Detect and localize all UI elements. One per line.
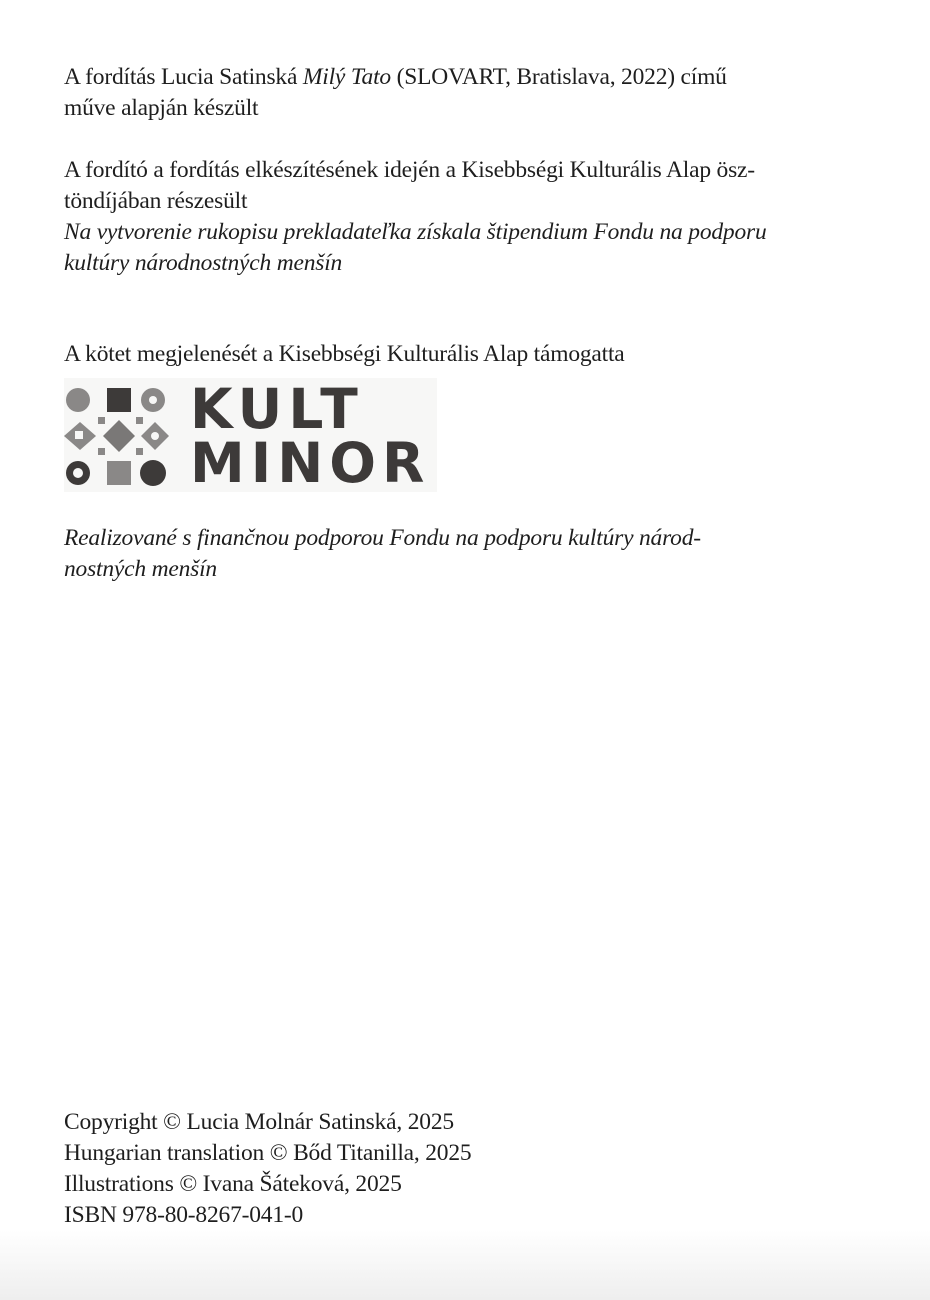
logo-word-kult: KULT: [190, 377, 364, 441]
copyright-line: Copyright © Lucia Molnár Satinská, 2025: [64, 1109, 454, 1135]
illustrations-copyright-line: Illustrations © Ivana Šáteková, 2025: [64, 1171, 402, 1197]
logo-word-minor: MINOR: [190, 431, 431, 495]
isbn-line: ISBN 978-80-8267-041-0: [64, 1202, 304, 1228]
original-title: Milý Tato: [302, 64, 391, 90]
grant-sk-line-2: kultúry národnostných menšín: [64, 250, 343, 276]
support-sk-line-2: nostných menšín: [64, 556, 217, 582]
logo-circle-shape: [140, 460, 166, 486]
publication-support-note: [64, 339, 844, 370]
grant-hu-line-1: A fordító a fordítás elkészítésének idején a Kisebbségi Kulturális Alap ösz-: [64, 157, 755, 183]
logo-circle-shape: [66, 388, 90, 412]
translation-source-line-1: [64, 62, 844, 93]
logo-diamond-shape: [103, 420, 135, 452]
page-bottom-shadow: [0, 1230, 930, 1300]
logo-small-square-shape: [136, 417, 143, 424]
logo-small-square-shape: [136, 448, 143, 455]
logo-square-shape: [107, 461, 131, 485]
rights-notice: [64, 1107, 844, 1231]
financial-support-note: [64, 523, 844, 585]
grant-sk-line-1: Na vytvorenie rukopisu prekladateľka získala štipendium Fondu na podporu: [64, 219, 767, 245]
translation-source-line-2: műve alapján készült: [64, 95, 259, 121]
kult-minor-logo: [64, 377, 437, 495]
kult-minor-logo-mark-icon: [64, 378, 174, 492]
grant-hu-line-2: töndíjában részesült: [64, 188, 248, 214]
logo-square-shape: [107, 388, 131, 412]
logo-small-square-shape: [98, 417, 105, 424]
translation-copyright-line: Hungarian translation © Bőd Titanilla, 2025: [64, 1140, 472, 1166]
translator-grant-note: [64, 155, 844, 279]
support-sk-line-1: Realizované s finančnou podporou Fondu na podporu kultúry národ-: [64, 525, 701, 551]
translation-source-prefix: A fordítás Lucia Satinská: [64, 64, 303, 90]
logo-small-square-shape: [98, 448, 105, 455]
support-hu-text: A kötet megjelenését a Kisebbségi Kulturális Alap támogatta: [64, 341, 625, 367]
translation-source-note: [64, 62, 844, 124]
translation-source-suffix: (SLOVART, Bratislava, 2022) című: [390, 64, 727, 90]
